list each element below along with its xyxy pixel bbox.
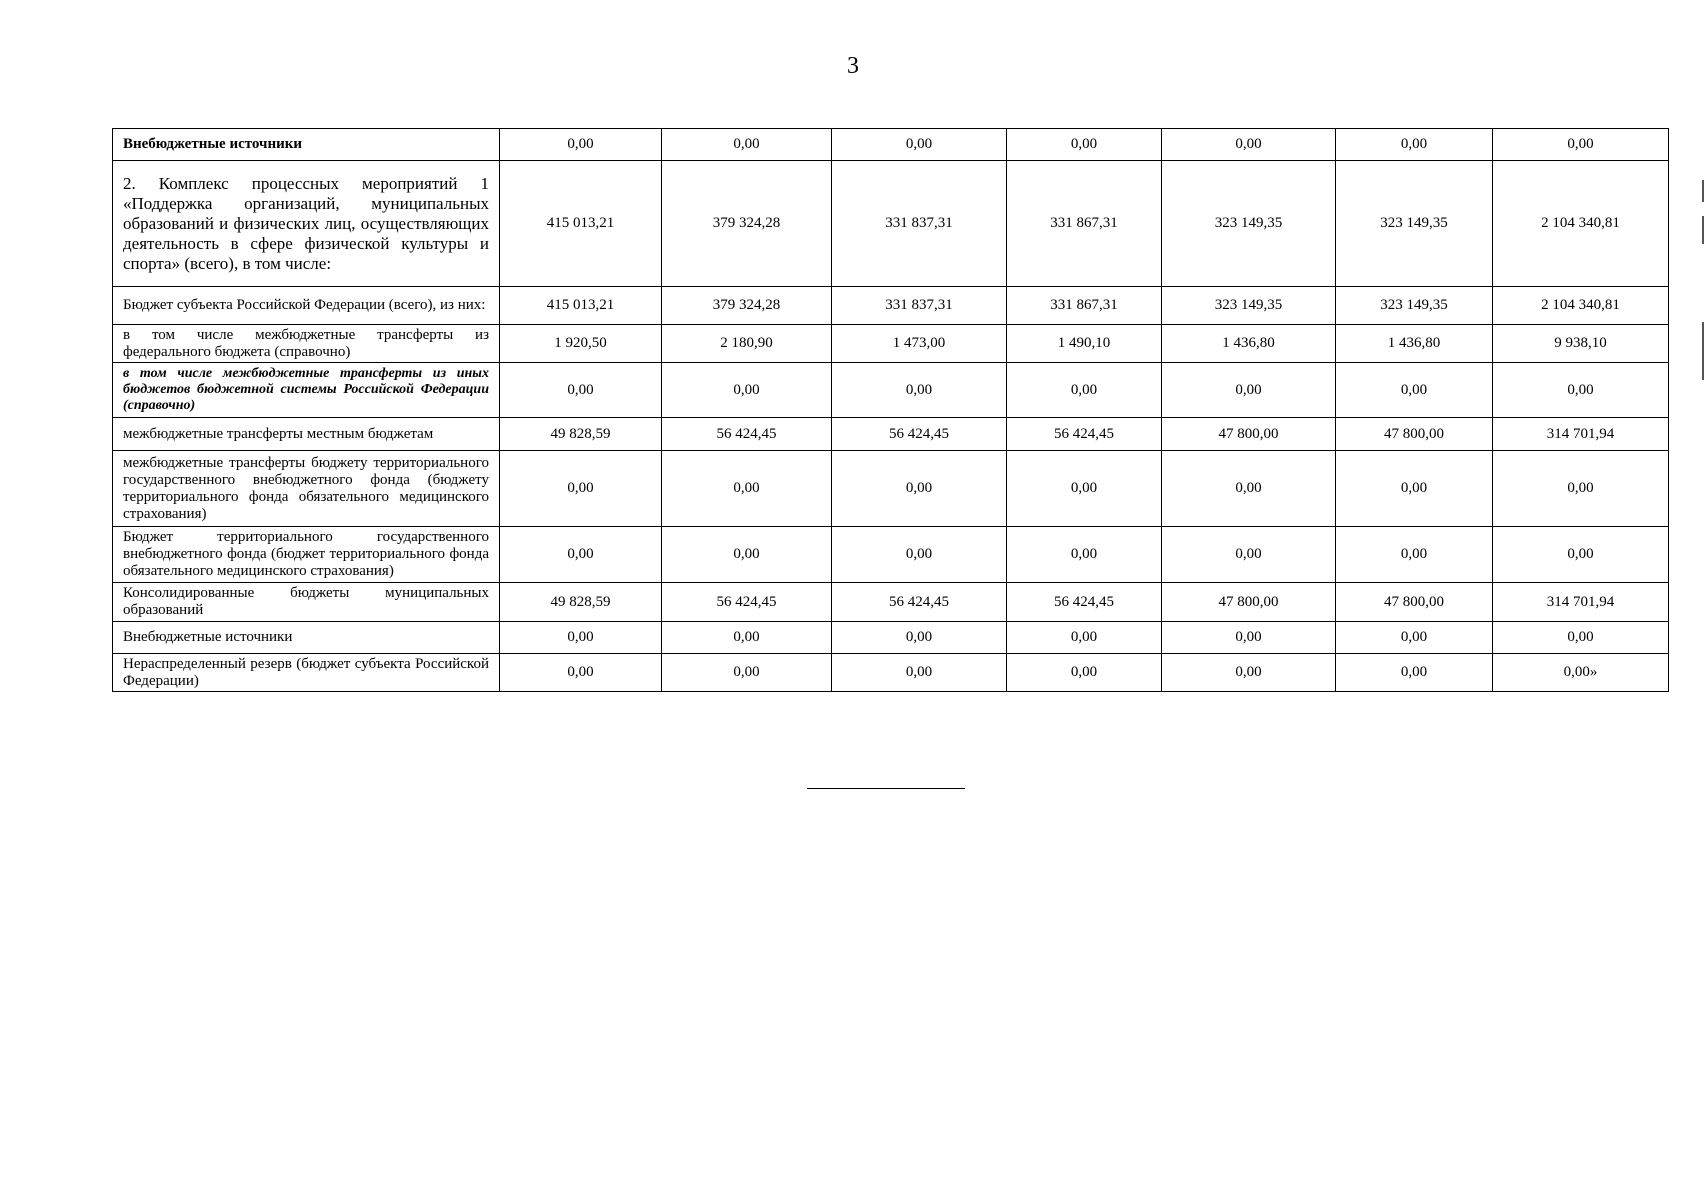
table-row — [113, 654, 1669, 692]
value-cell: 0,00 — [500, 622, 662, 654]
row-label: межбюджетные трансферты бюджету территориального государственного внебюджетного фонда (бюджету территориального фонда обязательного медицинского страхования) — [113, 451, 500, 527]
value-cell: 0,00 — [1007, 451, 1162, 527]
value-cell: 49 828,59 — [500, 583, 662, 622]
row-label: Бюджет субъекта Российской Федерации (всего), из них: — [113, 287, 500, 325]
value-cell: 314 701,94 — [1493, 583, 1669, 622]
value-cell: 0,00 — [1007, 622, 1162, 654]
value-cell: 0,00 — [1493, 451, 1669, 527]
margin-mark — [1702, 322, 1704, 380]
value-cell: 0,00 — [832, 451, 1007, 527]
value-cell: 323 149,35 — [1162, 161, 1336, 287]
value-cell: 0,00 — [662, 129, 832, 161]
value-cell: 314 701,94 — [1493, 418, 1669, 451]
value-cell: 0,00 — [1336, 363, 1493, 418]
value-cell: 0,00 — [1162, 527, 1336, 583]
value-cell: 0,00 — [1336, 622, 1493, 654]
value-cell: 0,00 — [500, 451, 662, 527]
table-row — [113, 161, 1669, 287]
value-cell: 0,00 — [500, 527, 662, 583]
value-cell: 0,00 — [662, 654, 832, 692]
value-cell: 331 867,31 — [1007, 287, 1162, 325]
value-cell: 379 324,28 — [662, 161, 832, 287]
value-cell: 0,00 — [1162, 129, 1336, 161]
value-cell: 0,00 — [1162, 654, 1336, 692]
value-cell: 2 180,90 — [662, 325, 832, 363]
row-label: межбюджетные трансферты местным бюджетам — [113, 418, 500, 451]
page-number: 3 — [847, 53, 859, 79]
value-cell: 0,00 — [1162, 363, 1336, 418]
value-cell: 379 324,28 — [662, 287, 832, 325]
row-label: Консолидированные бюджеты муниципальных образований — [113, 583, 500, 622]
value-cell: 0,00 — [662, 451, 832, 527]
value-cell: 0,00» — [1493, 654, 1669, 692]
value-cell: 331 837,31 — [832, 287, 1007, 325]
value-cell: 9 938,10 — [1493, 325, 1669, 363]
value-cell: 0,00 — [1336, 654, 1493, 692]
row-label: Нераспределенный резерв (бюджет субъекта Российской Федерации) — [113, 654, 500, 692]
table-row — [113, 583, 1669, 622]
value-cell: 49 828,59 — [500, 418, 662, 451]
end-rule — [807, 788, 965, 789]
value-cell: 0,00 — [500, 363, 662, 418]
value-cell: 2 104 340,81 — [1493, 161, 1669, 287]
value-cell: 47 800,00 — [1162, 583, 1336, 622]
table-row — [113, 527, 1669, 583]
row-label: 2. Комплекс процессных мероприятий 1 «Поддержка организаций, муниципальных образований и физических лиц, осуществляющих деятельность в сфере физической культуры и спорта» (всего), в том числе: — [113, 161, 500, 287]
table-row — [113, 622, 1669, 654]
value-cell: 0,00 — [500, 654, 662, 692]
budget-table — [112, 128, 1669, 692]
value-cell: 323 149,35 — [1336, 287, 1493, 325]
value-cell: 0,00 — [1493, 363, 1669, 418]
value-cell: 0,00 — [1493, 129, 1669, 161]
value-cell: 0,00 — [832, 654, 1007, 692]
value-cell: 0,00 — [1493, 527, 1669, 583]
value-cell: 0,00 — [1336, 129, 1493, 161]
value-cell: 0,00 — [1007, 654, 1162, 692]
row-label: в том числе межбюджетные трансферты из иных бюджетов бюджетной системы Российской Федерации (справочно) — [113, 363, 500, 418]
table-row — [113, 129, 1669, 161]
value-cell: 56 424,45 — [832, 583, 1007, 622]
row-label: Внебюджетные источники — [113, 622, 500, 654]
value-cell: 323 149,35 — [1336, 161, 1493, 287]
value-cell: 0,00 — [662, 527, 832, 583]
value-cell: 415 013,21 — [500, 287, 662, 325]
value-cell: 0,00 — [662, 363, 832, 418]
value-cell: 1 436,80 — [1162, 325, 1336, 363]
table-row — [113, 363, 1669, 418]
value-cell: 0,00 — [832, 129, 1007, 161]
value-cell: 0,00 — [832, 363, 1007, 418]
value-cell: 1 436,80 — [1336, 325, 1493, 363]
margin-mark — [1702, 180, 1704, 202]
margin-mark — [1702, 216, 1704, 244]
value-cell: 56 424,45 — [662, 583, 832, 622]
value-cell: 0,00 — [662, 622, 832, 654]
value-cell: 0,00 — [1336, 527, 1493, 583]
value-cell: 47 800,00 — [1336, 583, 1493, 622]
value-cell: 0,00 — [1493, 622, 1669, 654]
value-cell: 331 837,31 — [832, 161, 1007, 287]
value-cell: 56 424,45 — [662, 418, 832, 451]
value-cell: 323 149,35 — [1162, 287, 1336, 325]
value-cell: 0,00 — [832, 527, 1007, 583]
row-label: Внебюджетные источники — [113, 129, 500, 161]
value-cell: 0,00 — [1007, 363, 1162, 418]
value-cell: 56 424,45 — [1007, 418, 1162, 451]
value-cell: 0,00 — [1007, 129, 1162, 161]
value-cell: 1 473,00 — [832, 325, 1007, 363]
value-cell: 0,00 — [1162, 622, 1336, 654]
row-label: в том числе межбюджетные трансферты из федерального бюджета (справочно) — [113, 325, 500, 363]
value-cell: 415 013,21 — [500, 161, 662, 287]
value-cell: 0,00 — [1007, 527, 1162, 583]
value-cell: 1 490,10 — [1007, 325, 1162, 363]
table-row — [113, 418, 1669, 451]
value-cell: 56 424,45 — [1007, 583, 1162, 622]
value-cell: 0,00 — [1336, 451, 1493, 527]
value-cell: 331 867,31 — [1007, 161, 1162, 287]
value-cell: 0,00 — [832, 622, 1007, 654]
row-label: Бюджет территориального государственного внебюджетного фонда (бюджет территориального фонда обязательного медицинского страхования) — [113, 527, 500, 583]
value-cell: 2 104 340,81 — [1493, 287, 1669, 325]
value-cell: 0,00 — [500, 129, 662, 161]
value-cell: 56 424,45 — [832, 418, 1007, 451]
value-cell: 1 920,50 — [500, 325, 662, 363]
value-cell: 47 800,00 — [1162, 418, 1336, 451]
table-row — [113, 451, 1669, 527]
value-cell: 0,00 — [1162, 451, 1336, 527]
value-cell: 47 800,00 — [1336, 418, 1493, 451]
table-row — [113, 287, 1669, 325]
table-row — [113, 325, 1669, 363]
